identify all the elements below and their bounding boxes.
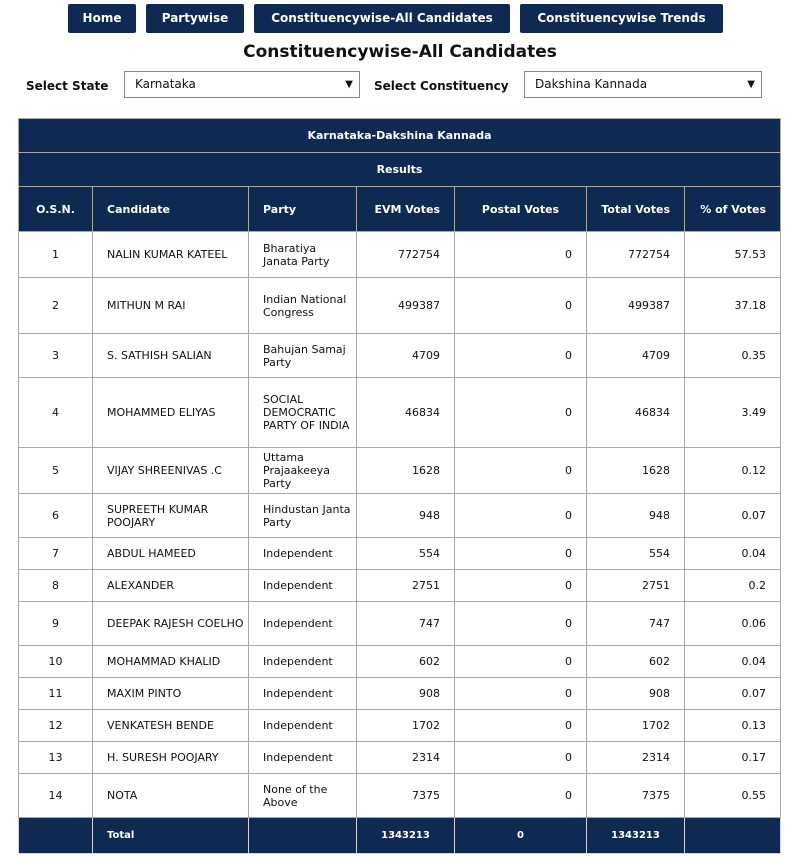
nav-constituency-candidates-button[interactable]: Constituencywise-All Candidates <box>254 4 510 33</box>
cell-candidate: S. SATHISH SALIAN <box>93 334 249 378</box>
cell-total: 7375 <box>587 774 685 818</box>
table-row <box>19 602 781 646</box>
dropdown-arrow-icon: ▼ <box>345 79 353 90</box>
table-row <box>19 378 781 448</box>
cell-candidate: MOHAMMED ELIYAS <box>93 378 249 448</box>
cell-pct: 0.07 <box>685 494 781 538</box>
cell-candidate: VENKATESH BENDE <box>93 710 249 742</box>
col-header-party: Party <box>249 187 357 232</box>
cell-pct: 0.2 <box>685 570 781 602</box>
col-header-evm: EVM Votes <box>357 187 455 232</box>
table-row <box>19 538 781 570</box>
cell-pct: 0.04 <box>685 646 781 678</box>
cell-candidate: MITHUN M RAI <box>93 278 249 334</box>
cell-evm: 4709 <box>357 334 455 378</box>
table-body <box>19 232 781 818</box>
table-row <box>19 710 781 742</box>
cell-postal: 0 <box>455 602 587 646</box>
cell-osn: 3 <box>19 334 93 378</box>
cell-candidate: H. SURESH POOJARY <box>93 742 249 774</box>
cell-postal: 0 <box>455 742 587 774</box>
col-header-postal: Postal Votes <box>455 187 587 232</box>
cell-evm: 2751 <box>357 570 455 602</box>
cell-osn: 13 <box>19 742 93 774</box>
cell-total: 554 <box>587 538 685 570</box>
cell-party: SOCIAL DEMOCRATIC PARTY OF INDIA <box>249 378 357 448</box>
cell-osn: 2 <box>19 278 93 334</box>
cell-osn: 8 <box>19 570 93 602</box>
cell-party: Independent <box>249 646 357 678</box>
cell-total: 772754 <box>587 232 685 278</box>
cell-total: 948 <box>587 494 685 538</box>
col-header-candidate: Candidate <box>93 187 249 232</box>
cell-total: 602 <box>587 646 685 678</box>
cell-evm: 908 <box>357 678 455 710</box>
cell-pct: 0.35 <box>685 334 781 378</box>
top-nav <box>68 4 733 33</box>
cell-evm: 602 <box>357 646 455 678</box>
state-label: Select State <box>26 79 109 93</box>
cell-postal: 0 <box>455 646 587 678</box>
total-label: Total <box>93 818 249 854</box>
state-select-value: Karnataka <box>135 77 196 91</box>
table-row <box>19 742 781 774</box>
cell-evm: 554 <box>357 538 455 570</box>
cell-pct: 57.53 <box>685 232 781 278</box>
cell-postal: 0 <box>455 494 587 538</box>
total-blank-cell <box>249 818 357 854</box>
cell-evm: 1628 <box>357 448 455 494</box>
cell-osn: 1 <box>19 232 93 278</box>
table-subtitle: Results <box>19 153 781 187</box>
table-row <box>19 494 781 538</box>
cell-candidate: NOTA <box>93 774 249 818</box>
results-table <box>18 118 781 854</box>
cell-total: 2314 <box>587 742 685 774</box>
cell-candidate: MAXIM PINTO <box>93 678 249 710</box>
total-blank-cell <box>19 818 93 854</box>
cell-candidate: DEEPAK RAJESH COELHO <box>93 602 249 646</box>
table-row <box>19 278 781 334</box>
cell-pct: 0.13 <box>685 710 781 742</box>
cell-evm: 772754 <box>357 232 455 278</box>
cell-party: Independent <box>249 538 357 570</box>
cell-party: Uttama Prajaakeeya Party <box>249 448 357 494</box>
cell-postal: 0 <box>455 334 587 378</box>
cell-candidate: VIJAY SHREENIVAS .C <box>93 448 249 494</box>
table-row <box>19 334 781 378</box>
total-evm: 1343213 <box>357 818 455 854</box>
cell-osn: 11 <box>19 678 93 710</box>
cell-party: Independent <box>249 678 357 710</box>
cell-evm: 7375 <box>357 774 455 818</box>
cell-osn: 4 <box>19 378 93 448</box>
table-row <box>19 678 781 710</box>
cell-total: 1628 <box>587 448 685 494</box>
cell-postal: 0 <box>455 232 587 278</box>
cell-postal: 0 <box>455 378 587 448</box>
cell-total: 4709 <box>587 334 685 378</box>
nav-home-button[interactable]: Home <box>68 4 136 33</box>
cell-candidate: ALEXANDER <box>93 570 249 602</box>
cell-osn: 10 <box>19 646 93 678</box>
cell-pct: 0.55 <box>685 774 781 818</box>
cell-evm: 499387 <box>357 278 455 334</box>
cell-evm: 747 <box>357 602 455 646</box>
cell-party: None of the Above <box>249 774 357 818</box>
constituency-select[interactable] <box>524 71 762 98</box>
total-row <box>19 818 781 854</box>
cell-candidate: NALIN KUMAR KATEEL <box>93 232 249 278</box>
state-select[interactable] <box>124 71 360 98</box>
cell-postal: 0 <box>455 448 587 494</box>
page-title: Constituencywise-All Candidates <box>243 42 557 62</box>
cell-candidate: SUPREETH KUMAR POOJARY <box>93 494 249 538</box>
cell-pct: 0.06 <box>685 602 781 646</box>
col-header-pct: % of Votes <box>685 187 781 232</box>
cell-party: Independent <box>249 742 357 774</box>
cell-osn: 9 <box>19 602 93 646</box>
cell-party: Bharatiya Janata Party <box>249 232 357 278</box>
cell-party: Independent <box>249 570 357 602</box>
cell-party: Bahujan Samaj Party <box>249 334 357 378</box>
cell-party: Independent <box>249 710 357 742</box>
cell-pct: 0.04 <box>685 538 781 570</box>
cell-pct: 37.18 <box>685 278 781 334</box>
cell-party: Indian National Congress <box>249 278 357 334</box>
total-blank-cell <box>685 818 781 854</box>
cell-evm: 2314 <box>357 742 455 774</box>
cell-total: 2751 <box>587 570 685 602</box>
cell-evm: 46834 <box>357 378 455 448</box>
cell-pct: 0.17 <box>685 742 781 774</box>
cell-osn: 14 <box>19 774 93 818</box>
table-row <box>19 448 781 494</box>
constituency-select-value: Dakshina Kannada <box>535 77 648 91</box>
cell-total: 1702 <box>587 710 685 742</box>
table-row <box>19 646 781 678</box>
table-title: Karnataka-Dakshina Kannada <box>19 119 781 153</box>
cell-pct: 0.12 <box>685 448 781 494</box>
cell-total: 499387 <box>587 278 685 334</box>
cell-total: 46834 <box>587 378 685 448</box>
cell-postal: 0 <box>455 678 587 710</box>
cell-evm: 1702 <box>357 710 455 742</box>
cell-party: Independent <box>249 602 357 646</box>
table-row <box>19 774 781 818</box>
total-votes: 1343213 <box>587 818 685 854</box>
cell-postal: 0 <box>455 774 587 818</box>
cell-postal: 0 <box>455 538 587 570</box>
cell-osn: 6 <box>19 494 93 538</box>
cell-total: 747 <box>587 602 685 646</box>
cell-pct: 3.49 <box>685 378 781 448</box>
cell-evm: 948 <box>357 494 455 538</box>
table-row <box>19 570 781 602</box>
total-postal: 0 <box>455 818 587 854</box>
cell-candidate: MOHAMMAD KHALID <box>93 646 249 678</box>
nav-constituency-trends-button[interactable]: Constituencywise Trends <box>520 4 723 33</box>
col-header-osn: O.S.N. <box>19 187 93 232</box>
cell-postal: 0 <box>455 710 587 742</box>
cell-party: Hindustan Janta Party <box>249 494 357 538</box>
cell-total: 908 <box>587 678 685 710</box>
table-row <box>19 232 781 278</box>
cell-osn: 5 <box>19 448 93 494</box>
cell-pct: 0.07 <box>685 678 781 710</box>
col-header-total: Total Votes <box>587 187 685 232</box>
nav-partywise-button[interactable]: Partywise <box>146 4 244 33</box>
dropdown-arrow-icon: ▼ <box>747 79 755 90</box>
cell-postal: 0 <box>455 278 587 334</box>
cell-osn: 12 <box>19 710 93 742</box>
cell-candidate: ABDUL HAMEED <box>93 538 249 570</box>
cell-osn: 7 <box>19 538 93 570</box>
constituency-label: Select Constituency <box>374 79 509 93</box>
cell-postal: 0 <box>455 570 587 602</box>
